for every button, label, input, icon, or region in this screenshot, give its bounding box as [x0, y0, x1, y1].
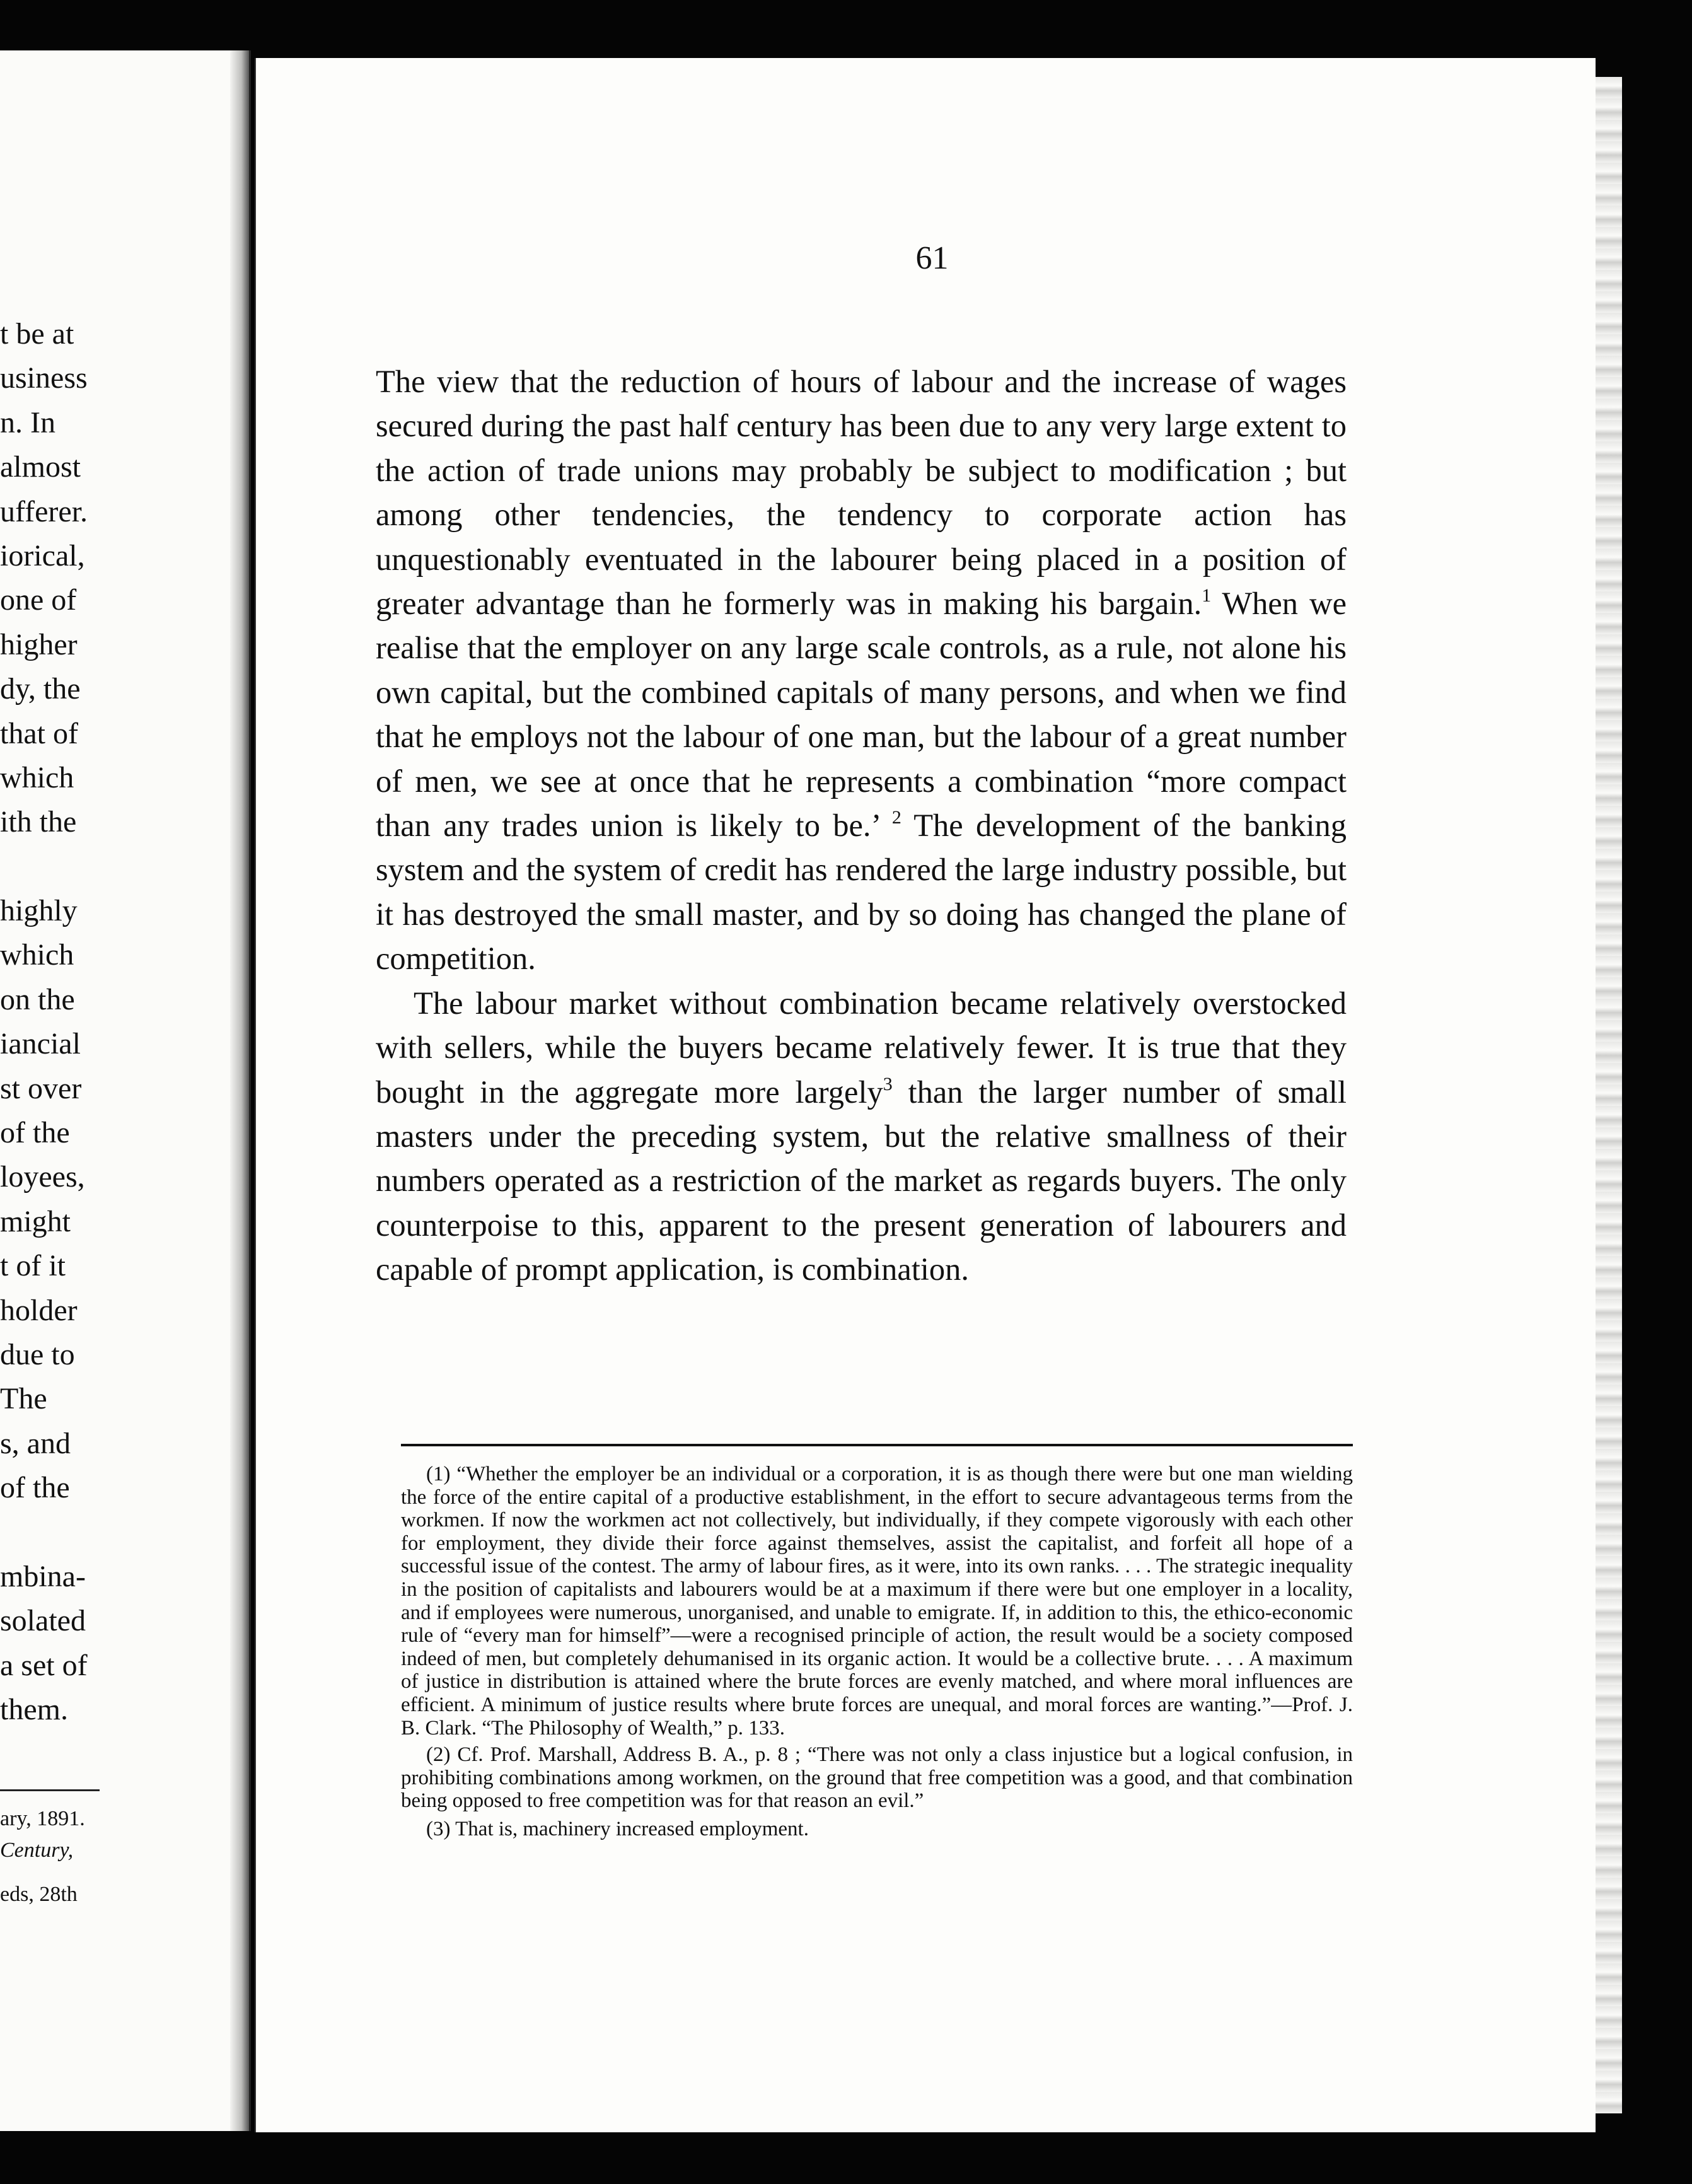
- text-run: than the larger number of small masters under the preceding system, but the relative smallness of their numbers operated as a restriction of the market as regards buyers. The only counterpoise to this, apparent to the present generation of labourers and capable of prompt application, is combination.: [376, 1074, 1347, 1287]
- text-run: The labour market without combination became relatively overstocked with sellers, while the buyers became relatively fewer. It is true that they bought in the aggregate more largely: [376, 985, 1347, 1110]
- footnote-number: (2): [426, 1743, 451, 1767]
- footnote-ref: 2: [891, 807, 901, 828]
- left-page-line: iorical,: [0, 538, 85, 572]
- footnote: [401, 1463, 1353, 1740]
- page-edge: [1596, 77, 1622, 2113]
- left-facing-page: [0, 50, 251, 2131]
- left-page-line: The: [0, 1382, 47, 1416]
- left-page-line: mbina-: [0, 1559, 86, 1593]
- left-footnote-rule: [0, 1789, 100, 1791]
- footnote-ref: 3: [883, 1073, 893, 1095]
- footnote-number: (3): [426, 1817, 451, 1840]
- left-page-line: of the: [0, 1471, 70, 1505]
- left-page-note-line: ary, 1891.: [0, 1807, 85, 1830]
- left-page-line: a set of: [0, 1648, 88, 1682]
- book-gutter: [230, 50, 249, 2131]
- left-page-line: them.: [0, 1693, 68, 1727]
- left-page-line: higher: [0, 627, 78, 661]
- text-run: The view that the reduction of hours of labour and the increase of wages secured during the past half century has been due to any very large extent to the action of trade unions may probably be subject to modification ; but among other tendencies, the tendency to corporate action has unquestionably eventuated in the labourer being placed in a position of greater advantage than he formerly was in making his bargain.: [376, 364, 1347, 622]
- left-page-line: which: [0, 938, 74, 972]
- left-page-text: [0, 312, 100, 1733]
- page-number: 61: [915, 240, 949, 276]
- left-page-line: of the: [0, 1116, 70, 1150]
- left-page-line: which: [0, 760, 74, 794]
- text-run: When we realise that the employer on any large scale controls, as a rule, not alone his own capital, but the combined capitals of many persons, and when we find that he employs not the labour of one man, but the labour of a great number of men, we see at once that he represents a combination “more compact than any trades union is likely to be.’: [376, 586, 1347, 844]
- left-page-line: solated: [0, 1604, 86, 1638]
- left-page-line: t be at: [0, 317, 74, 351]
- text-run: The development of the banking system and the system of credit has rendered the large industry possible, but it has destroyed the small master, and by so doing has changed the plane of competition.: [376, 808, 1347, 977]
- left-page-line: usiness: [0, 361, 88, 395]
- body-text: [376, 359, 1347, 1292]
- left-page-line: n. In: [0, 405, 55, 439]
- left-page-line: iancial: [0, 1027, 81, 1061]
- footnote-ref: 1: [1202, 585, 1212, 607]
- left-page-line: one of: [0, 583, 77, 617]
- footnote-text: That is, machinery increased employment.: [455, 1817, 809, 1840]
- left-page-line: ith the: [0, 805, 77, 839]
- left-page-footnotes: [0, 1803, 100, 1910]
- left-page-line: holder: [0, 1293, 78, 1327]
- left-page-line: [0, 845, 100, 889]
- left-page-line: st over: [0, 1071, 82, 1105]
- left-page-line: ufferer.: [0, 494, 88, 528]
- left-page-note-line: Century,: [0, 1838, 74, 1862]
- left-page-line: might: [0, 1204, 71, 1238]
- left-page-line: that of: [0, 716, 78, 750]
- left-page-line: highly: [0, 894, 78, 928]
- footnote-number: (1): [426, 1463, 451, 1485]
- footnote: [401, 1743, 1353, 1813]
- left-page-line: due to: [0, 1337, 75, 1371]
- footnote-text: “Whether the employer be an individual or a corporation, it is as though there were but one man wielding the force of the entire capital of a productive establishment, in the effort to secure advantageous terms from the workmen. If now the workmen act not collectively, but individually, if they compete vigorously with each other for employment, they divide their force against themselves, assist the capitalist, and forfeit all hope of a successful issue of the contest. The army of labour fires, as it were, into its own ranks. . . . The strategic inequality in the position of capitalists and labourers would be at a maximum if there were but one employer in a locality, and if employees were numerous, unorganised, and unable to emigrate. If, in addition to this, the ethico-economic rule of “every man for himself”—were a recognised principle of action, the result would be a society composed indeed of men, but completely dehumanised in its organic action. It would be a collective brute. . . . A maximum of justice in distribution is attained where the brute forces are evenly matched, and where moral influences are efficient. A minimum of justice results where brute forces are unequal, and moral forces are wanting.”—Prof. J. B. Clark. “The Philosophy of Wealth,” p. 133.: [401, 1463, 1353, 1740]
- left-page-line: [0, 1511, 100, 1555]
- left-page-line: on the: [0, 982, 75, 1016]
- main-page: [255, 58, 1596, 2132]
- left-page-line: dy, the: [0, 672, 81, 706]
- left-page-line: s, and: [0, 1426, 71, 1460]
- paragraph: [376, 981, 1347, 1292]
- footnotes: [401, 1463, 1353, 1845]
- left-page-line: loyees,: [0, 1160, 85, 1194]
- left-page-note-line: eds, 28th: [0, 1883, 78, 1906]
- footnote-text: Cf. Prof. Marshall, Address B. A., p. 8 ; “There was not only a class injustice but a logical confusion, in prohibiting combinations among workmen, on the ground that free competition was a good, and that combination being opposed to free competition was for that reason an evil.”: [401, 1743, 1353, 1813]
- footnote-rule: [401, 1444, 1353, 1446]
- paragraph: [376, 359, 1347, 981]
- footnote: [401, 1818, 1353, 1841]
- left-page-line: t of it: [0, 1249, 66, 1283]
- left-page-line: almost: [0, 450, 81, 484]
